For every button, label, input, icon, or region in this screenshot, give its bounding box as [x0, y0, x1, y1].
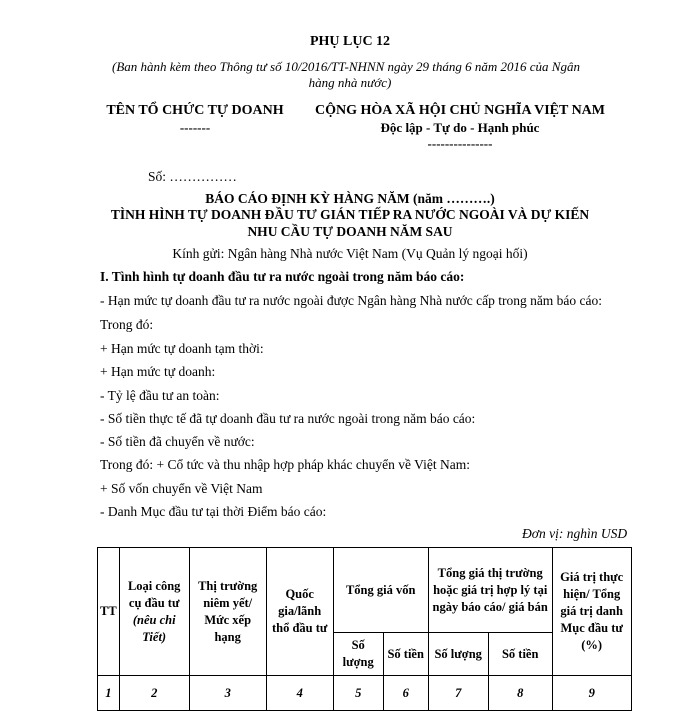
section-line: Trong đó: — [100, 317, 154, 332]
column-number: 3 — [189, 676, 266, 711]
header-tt: TT — [98, 548, 120, 676]
report-title-1: BÁO CÁO ĐỊNH KỲ HÀNG NĂM (năm ……….) — [205, 191, 495, 206]
organization-name: TÊN TỔ CHỨC TỰ DOANH — [106, 103, 284, 118]
annex-title: PHỤ LỤC 12 — [309, 34, 391, 49]
right-header-dash: --------------- — [427, 136, 493, 151]
header-market: Thị trường niêm yết/ Mức xếp hạng — [189, 548, 266, 676]
annex-issued-line2: hàng nhà nước) — [308, 75, 392, 90]
document-number: Số: …………… — [148, 169, 237, 184]
header-quantity-cost: Số lượng — [333, 633, 383, 676]
header-instrument-type-hint: (nêu chi Tiết) — [132, 612, 176, 644]
header-quantity-market: Số lượng — [428, 633, 488, 676]
recipient-line: Kính gửi: Ngân hàng Nhà nước Việt Nam (Vụ Quản lý ngoại hối) — [172, 246, 528, 261]
section-line: - Tỷ lệ đầu tư an toàn: — [100, 388, 220, 403]
report-title-3: NHU CẦU TỰ DOANH NĂM SAU — [247, 224, 453, 239]
column-number: 4 — [266, 676, 333, 711]
section-line: Trong đó: + Cổ tức và thu nhập hợp pháp khác chuyển về Việt Nam: — [100, 457, 470, 472]
section-line: - Số tiền đã chuyển về nước: — [100, 434, 255, 449]
section-line: - Danh Mục đầu tư tại thời Điểm báo cáo: — [100, 504, 327, 519]
header-instrument-type — [119, 548, 189, 676]
header-value-ratio: Giá trị thực hiện/ Tổng giá trị danh Mục đầu tư (%) — [552, 548, 631, 676]
column-number: 7 — [428, 676, 488, 711]
investment-portfolio-table — [97, 547, 632, 711]
nation-name: CỘNG HÒA XÃ HỘI CHỦ NGHĨA VIỆT NAM — [314, 103, 605, 118]
section-line: + Số vốn chuyển về Việt Nam — [100, 481, 263, 496]
left-header-dash: ------- — [179, 120, 211, 135]
column-number: 8 — [488, 676, 552, 711]
section-line: - Hạn mức tự doanh đầu tư ra nước ngoài được Ngân hàng Nhà nước cấp trong năm báo cáo: — [100, 293, 603, 308]
motto: Độc lập - Tự do - Hạnh phúc — [380, 120, 540, 135]
annex-issued-line1: (Ban hành kèm theo Thông tư số 10/2016/TT-NHNN ngày 29 tháng 6 năm 2016 của Ngân — [112, 59, 580, 74]
section-heading: I. Tình hình tự doanh đầu tư ra nước ngoài trong năm báo cáo: — [100, 269, 465, 284]
section-line: + Hạn mức tự doanh tạm thời: — [100, 341, 264, 356]
header-total-cost: Tổng giá vốn — [333, 548, 428, 633]
column-number: 9 — [552, 676, 631, 711]
header-amount-cost: Số tiền — [383, 633, 428, 676]
report-title-2: TÌNH HÌNH TỰ DOANH ĐẦU TƯ GIÁN TIẾP RA NƯỚC NGOÀI VÀ DỰ KIẾN — [110, 207, 590, 222]
unit-label: Đơn vị: nghìn USD — [522, 526, 628, 541]
column-number: 5 — [333, 676, 383, 711]
left-header — [100, 103, 290, 136]
column-number: 2 — [119, 676, 189, 711]
column-number: 6 — [383, 676, 428, 711]
column-number: 1 — [98, 676, 120, 711]
header-total-market-value: Tổng giá thị trường hoặc giá trị hợp lý tại ngày báo cáo/ giá bán — [428, 548, 552, 633]
header-instrument-type-text: Loại công cụ đầu tư — [127, 578, 181, 610]
section-line: - Số tiền thực tế đã tự doanh đầu tư ra nước ngoài trong năm báo cáo: — [100, 411, 476, 426]
right-header — [310, 103, 610, 152]
section-line: + Hạn mức tự doanh: — [100, 364, 216, 379]
header-amount-market: Số tiền — [488, 633, 552, 676]
header-country: Quốc gia/lãnh thổ đầu tư — [266, 548, 333, 676]
